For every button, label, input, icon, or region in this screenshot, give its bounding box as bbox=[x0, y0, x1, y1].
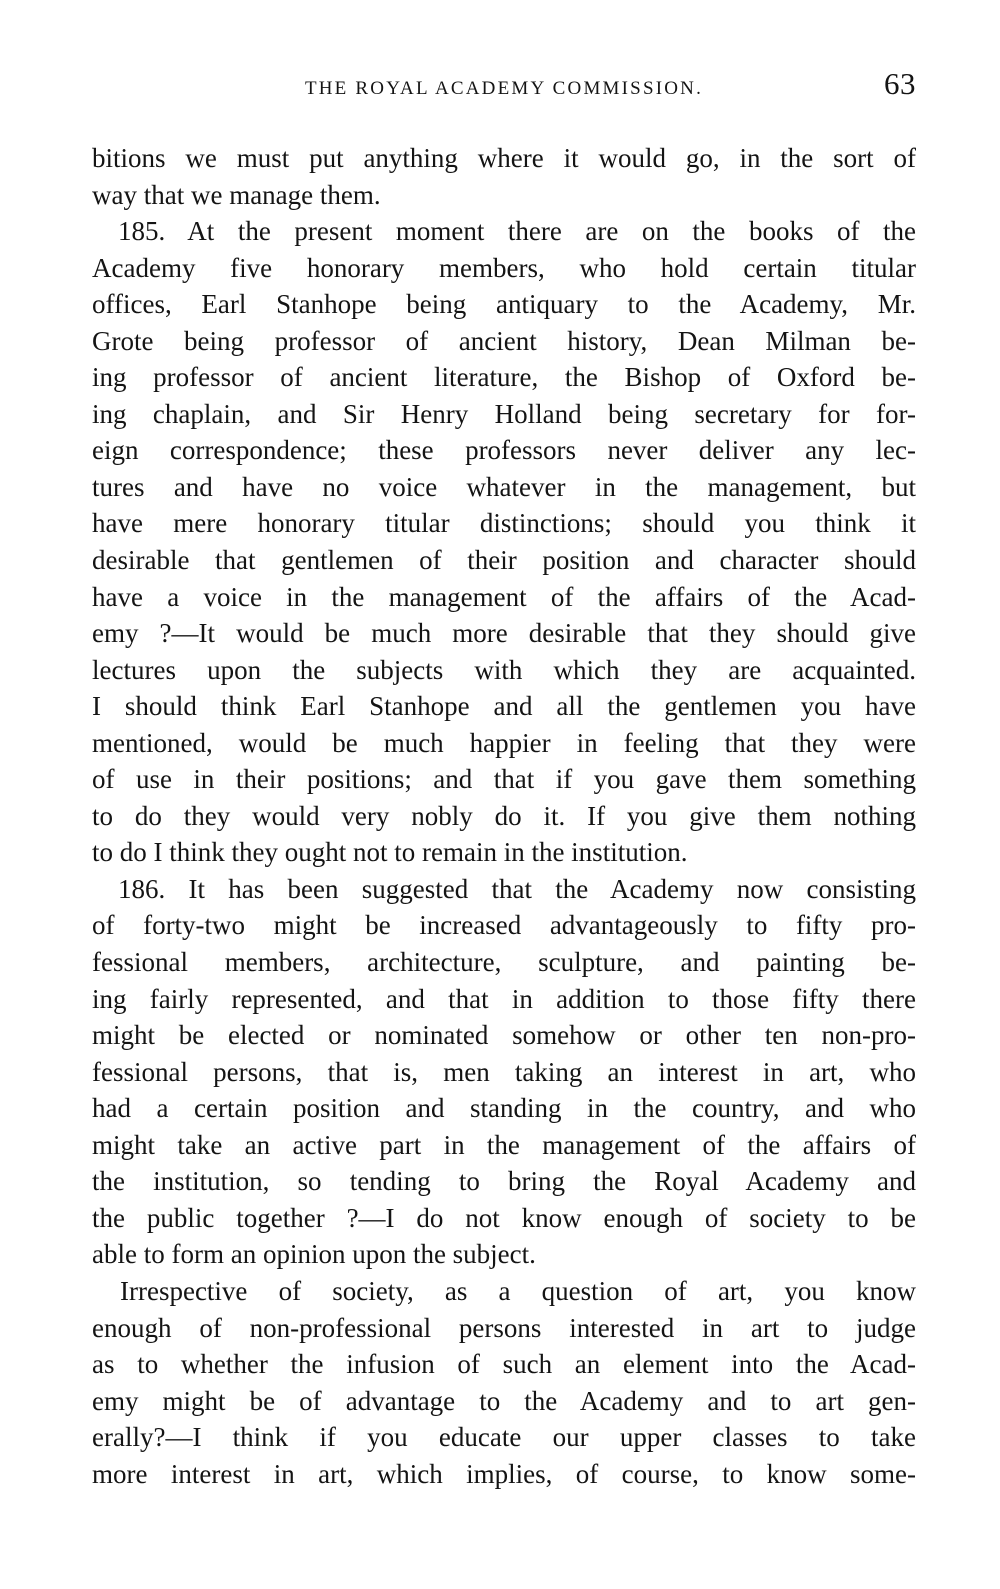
text-line: enough of non-professional persons interested in art to judge bbox=[92, 1312, 916, 1343]
text-line: offices, Earl Stanhope being antiquary to the Academy, Mr. bbox=[92, 289, 916, 320]
text-line: erally?—I think if you educate our upper classes to take bbox=[92, 1422, 916, 1453]
text-line: Grote being professor of ancient history, Dean Milman be- bbox=[92, 325, 916, 356]
text-line: emy ?—It would be much more desirable that they should give bbox=[92, 618, 916, 649]
text-line: desirable that gentlemen of their position and character should bbox=[92, 545, 916, 576]
text-line: have a voice in the management of the affairs of the Acad- bbox=[92, 581, 916, 612]
paragraph-185-start: 185. At the present moment there are on the books of the bbox=[118, 216, 916, 247]
text-line: have mere honorary titular distinctions; should you think it bbox=[92, 508, 916, 539]
text-line: to do I think they ought not to remain in the institution. bbox=[92, 837, 688, 868]
text-line: of use in their positions; and that if you gave them something bbox=[92, 764, 916, 795]
text-line: more interest in art, which implies, of course, to know some- bbox=[92, 1458, 916, 1489]
running-title: THE ROYAL ACADEMY COMMISSION. bbox=[304, 78, 704, 99]
text-line: might take an active part in the management of the affairs of bbox=[92, 1129, 916, 1160]
text-line: mentioned, would be much happier in feeling that they were bbox=[92, 727, 916, 758]
text-line: way that we manage them. bbox=[92, 179, 381, 210]
paragraph-question-start: Irrespective of society, as a question of art, you know bbox=[120, 1275, 916, 1306]
text-line: ing fairly represented, and that in addition to those fifty there bbox=[92, 983, 916, 1014]
text-line: eign correspondence; these professors never deliver any lec- bbox=[92, 435, 916, 466]
text-line: Academy five honorary members, who hold certain titular bbox=[92, 252, 916, 283]
text-line: the institution, so tending to bring the Royal Academy and bbox=[92, 1166, 916, 1197]
text-line: the public together ?—I do not know enough of society to be bbox=[92, 1202, 916, 1233]
text-line: I should think Earl Stanhope and all the gentlemen you have bbox=[92, 691, 916, 722]
text-line: ing chaplain, and Sir Henry Holland being secretary for for- bbox=[92, 398, 916, 429]
text-line: of forty-two might be increased advantageously to fifty pro- bbox=[92, 910, 916, 941]
text-line: might be elected or nominated somehow or other ten non-pro- bbox=[92, 1020, 916, 1051]
text-line: to do they would very nobly do it. If you give them nothing bbox=[92, 800, 916, 831]
body-text bbox=[92, 140, 916, 1492]
text-line: emy might be of advantage to the Academy and to art gen- bbox=[92, 1385, 916, 1416]
text-line: tures and have no voice whatever in the management, but bbox=[92, 471, 916, 502]
text-line: fessional members, architecture, sculpture, and painting be- bbox=[92, 947, 916, 978]
text-line: ing professor of ancient literature, the Bishop of Oxford be- bbox=[92, 362, 916, 393]
text-line: able to form an opinion upon the subject. bbox=[92, 1239, 536, 1270]
text-line: lectures upon the subjects with which they are acquainted. bbox=[92, 654, 916, 685]
text-line: had a certain position and standing in the country, and who bbox=[92, 1093, 916, 1124]
text-line: fessional persons, that is, men taking an interest in art, who bbox=[92, 1056, 916, 1087]
text-line: bitions we must put anything where it would go, in the sort of bbox=[92, 143, 916, 173]
paragraph-186-start: 186. It has been suggested that the Academy now consisting bbox=[118, 873, 916, 904]
page-number: 63 bbox=[884, 66, 916, 101]
running-head bbox=[92, 66, 916, 106]
text-line: as to whether the infusion of such an element into the Acad- bbox=[92, 1349, 916, 1380]
